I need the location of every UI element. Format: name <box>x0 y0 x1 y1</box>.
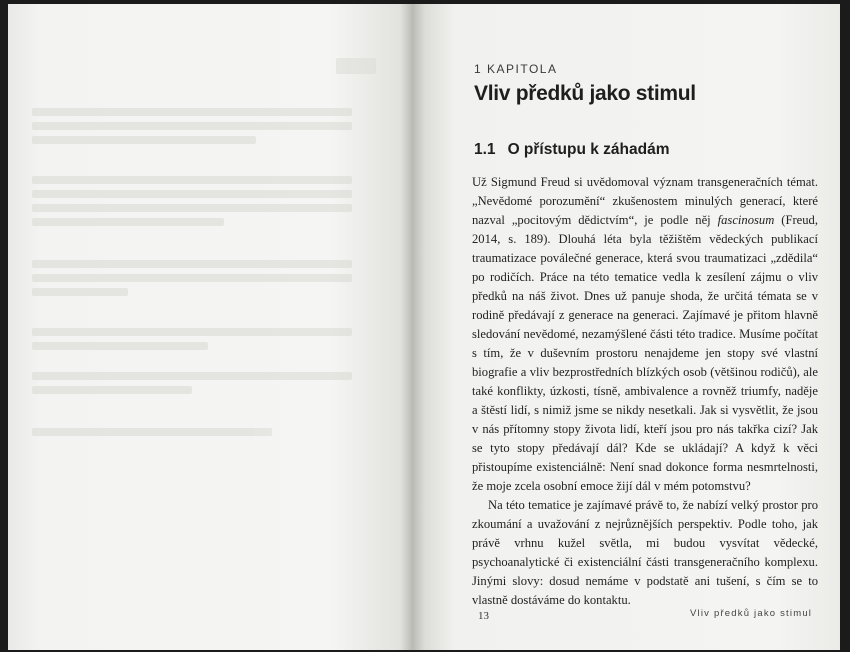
chapter-title: Vliv předků jako stimul <box>474 82 696 105</box>
bleed-block <box>32 254 352 302</box>
running-footer: Vliv předků jako stimul <box>690 608 813 619</box>
italic-term: fascinosum <box>717 213 775 227</box>
bleed-block <box>32 170 352 232</box>
section-title: O přístupu k záhadám <box>507 141 670 158</box>
bleed-block <box>32 102 352 150</box>
right-page <box>412 4 840 650</box>
section-heading <box>474 141 669 159</box>
body-text <box>472 173 818 610</box>
paragraph-text: Už Sigmund Freud si uvědomoval význam transgeneračních témat. „Nevědomé porozumění“ zkušenostem minulých generací, které nazval „pocitovým dědictvím“, je podle něj <box>472 175 818 227</box>
paragraph-text: (Freud, 2014, s. 189). Dlouhá léta byla těžištěm vědeckých publikací traumatizace poválečné generace, která svou traumatizaci „zdědila“ po rodičích. Práce na této tematice vedla k zesílení zájmu o vliv předků na náš život. Dnes už panuje shoda, že určitá témata se v rodině předávají z generace na generaci. Zajímavé je přitom hlavně sledování nevědomé, nezamýšlené části této tradice. Musíme počítat s tím, že v duševním prostoru nenajdeme jen stopy své vlastní biografie a vliv bezprostředních blízkých osob (většinou rodičů), ale také konflikty, úzkosti, tísně, ambivalence a rovněž triumfy, naděje a štěstí lidí, s nimiž jsme se nikdy nesetkali. Jak si vysvětlit, že jsou v nás přítomny stopy života lidí, kteří jsou pro nás takřka cizí? Jak se tyto stopy předávají dál? Kde se ukládají? A když k věci přistoupíme existenciálně: Není snad dokonce forma nesmrtelnosti, že moje zcela osobní emoce žijí dál v mém potomstvu? <box>472 213 818 493</box>
left-page <box>8 4 412 650</box>
paragraph: Na této tematice je zajímavé právě to, že nabízí velký prostor pro zkoumání a uvažování z nejrůznějších perspektiv. Podle toho, jak právě vrhnu kužel světla, mi budou vysvítat vědecké, psychoanalytické či existenciální části transgeneračního komplexu. Jinými slovy: dosud nemáme v podstatě ani tušení, s čím se to vlastně dostáváme do kontaktu. <box>472 498 818 607</box>
bleed-block <box>32 422 352 442</box>
chapter-label: 1 KAPITOLA <box>474 62 558 76</box>
bleed-block <box>32 366 352 400</box>
book-spread <box>8 4 840 650</box>
section-number: 1.1 <box>474 141 496 158</box>
paragraph <box>472 173 818 496</box>
bleed-heading-shape <box>336 58 376 74</box>
left-page-bleed-through <box>8 4 412 650</box>
bleed-block <box>32 322 352 356</box>
page-number: 13 <box>478 610 489 622</box>
